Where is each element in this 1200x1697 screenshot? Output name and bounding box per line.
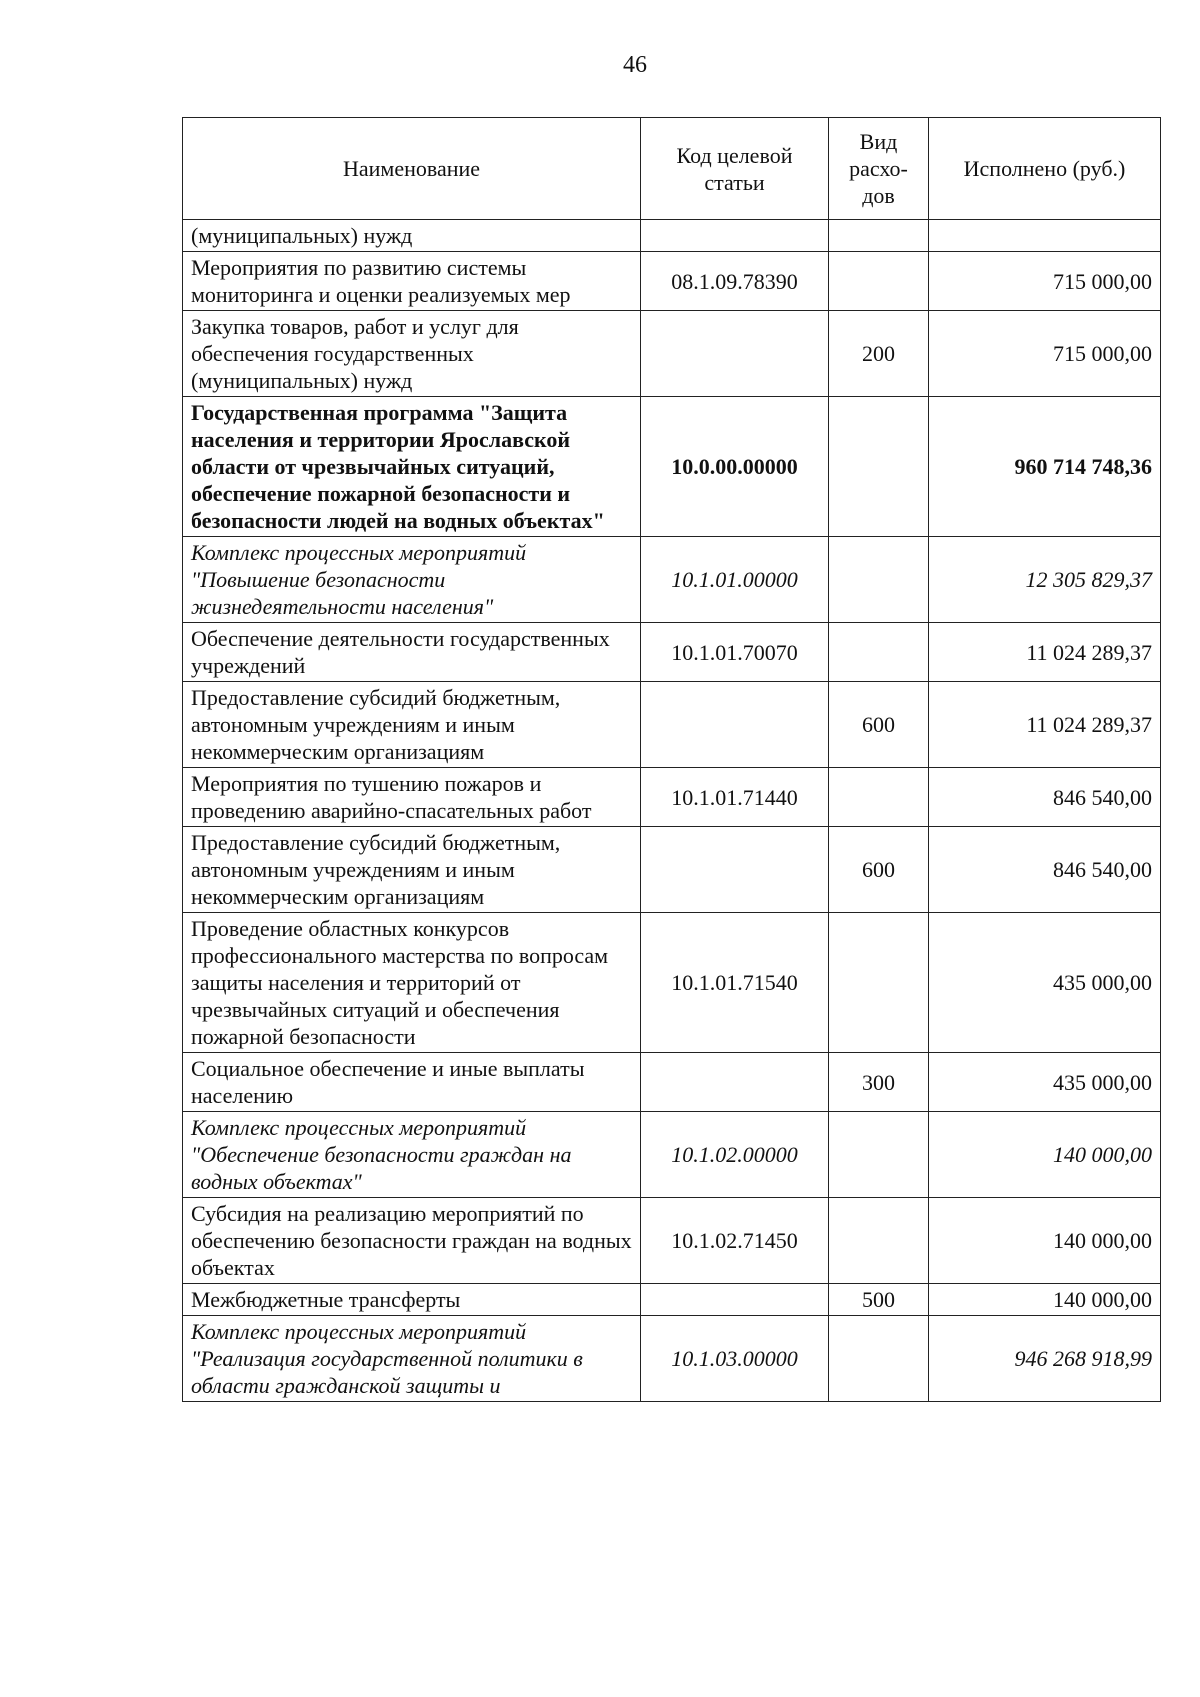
page-number: 46 (623, 52, 647, 78)
table-row (183, 1316, 1161, 1402)
cell-name: Комплекс процессных мероприятий "Обеспечение безопасности граждан на водных объектах" (183, 1112, 641, 1198)
cell-name: Мероприятия по развитию системы мониторинга и оценки реализуемых мер (183, 252, 641, 311)
cell-amount: 846 540,00 (929, 768, 1161, 827)
cell-amount: 140 000,00 (929, 1284, 1161, 1316)
cell-kind (829, 537, 929, 623)
cell-amount: 946 268 918,99 (929, 1316, 1161, 1402)
table-header-row (183, 118, 1161, 220)
table-row (183, 827, 1161, 913)
cell-name: Комплекс процессных мероприятий "Повышение безопасности жизнедеятельности населения" (183, 537, 641, 623)
cell-kind: 600 (829, 827, 929, 913)
cell-amount: 12 305 829,37 (929, 537, 1161, 623)
cell-amount: 846 540,00 (929, 827, 1161, 913)
cell-code (641, 311, 829, 397)
cell-kind (829, 1198, 929, 1284)
cell-code: 10.1.03.00000 (641, 1316, 829, 1402)
cell-code: 10.1.01.71540 (641, 913, 829, 1053)
cell-name: (муниципальных) нужд (183, 220, 641, 252)
table-row (183, 537, 1161, 623)
cell-amount: 140 000,00 (929, 1198, 1161, 1284)
cell-amount: 11 024 289,37 (929, 623, 1161, 682)
cell-name: Государственная программа "Защита населения и территории Ярославской области от чрезвычайных ситуаций, обеспечение пожарной безопасности и безопасности людей на водных объектах" (183, 397, 641, 537)
cell-code: 10.1.01.70070 (641, 623, 829, 682)
cell-kind (829, 252, 929, 311)
cell-amount: 11 024 289,37 (929, 682, 1161, 768)
table-row (183, 1053, 1161, 1112)
cell-kind (829, 768, 929, 827)
cell-name: Предоставление субсидий бюджетным, автономным учреждениям и иным некоммерческим организациям (183, 682, 641, 768)
cell-code (641, 220, 829, 252)
cell-kind: 600 (829, 682, 929, 768)
cell-code: 08.1.09.78390 (641, 252, 829, 311)
header-name: Наименование (183, 118, 641, 220)
cell-kind: 200 (829, 311, 929, 397)
cell-amount: 715 000,00 (929, 252, 1161, 311)
cell-name: Мероприятия по тушению пожаров и проведению аварийно-спасательных работ (183, 768, 641, 827)
table-row (183, 252, 1161, 311)
cell-amount: 435 000,00 (929, 1053, 1161, 1112)
table-row (183, 1198, 1161, 1284)
cell-name: Проведение областных конкурсов профессионального мастерства по вопросам защиты населения и территорий от чрезвычайных ситуаций и обеспечения пожарной безопасности (183, 913, 641, 1053)
cell-name: Межбюджетные трансферты (183, 1284, 641, 1316)
cell-name: Обеспечение деятельности государственных учреждений (183, 623, 641, 682)
cell-code: 10.1.02.00000 (641, 1112, 829, 1198)
table-row (183, 311, 1161, 397)
cell-amount: 960 714 748,36 (929, 397, 1161, 537)
header-code: Код целевой статьи (641, 118, 829, 220)
cell-kind (829, 1316, 929, 1402)
cell-code: 10.1.01.00000 (641, 537, 829, 623)
header-kind: Вид расхо-дов (829, 118, 929, 220)
cell-kind (829, 1112, 929, 1198)
table-row (183, 682, 1161, 768)
table-body (183, 220, 1161, 1402)
cell-code (641, 1284, 829, 1316)
cell-amount (929, 220, 1161, 252)
cell-kind (829, 397, 929, 537)
cell-kind (829, 220, 929, 252)
table-row (183, 1112, 1161, 1198)
cell-code: 10.1.02.71450 (641, 1198, 829, 1284)
cell-name: Комплекс процессных мероприятий "Реализация государственной политики в области гражданской защиты и (183, 1316, 641, 1402)
cell-code: 10.1.01.71440 (641, 768, 829, 827)
cell-name: Социальное обеспечение и иные выплаты населению (183, 1053, 641, 1112)
cell-amount: 435 000,00 (929, 913, 1161, 1053)
cell-amount: 715 000,00 (929, 311, 1161, 397)
table-row (183, 913, 1161, 1053)
table-row (183, 397, 1161, 537)
cell-code (641, 827, 829, 913)
cell-code: 10.0.00.00000 (641, 397, 829, 537)
table-row (183, 623, 1161, 682)
budget-execution-table (182, 117, 1161, 1402)
cell-name: Субсидия на реализацию мероприятий по обеспечению безопасности граждан на водных объектах (183, 1198, 641, 1284)
cell-kind: 300 (829, 1053, 929, 1112)
cell-code (641, 1053, 829, 1112)
table-row (183, 768, 1161, 827)
cell-name: Закупка товаров, работ и услуг для обеспечения государственных (муниципальных) нужд (183, 311, 641, 397)
table-row (183, 220, 1161, 252)
cell-kind (829, 623, 929, 682)
cell-kind (829, 913, 929, 1053)
cell-kind: 500 (829, 1284, 929, 1316)
cell-name: Предоставление субсидий бюджетным, автономным учреждениям и иным некоммерческим организациям (183, 827, 641, 913)
cell-code (641, 682, 829, 768)
cell-amount: 140 000,00 (929, 1112, 1161, 1198)
table-row (183, 1284, 1161, 1316)
header-amount: Исполнено (руб.) (929, 118, 1161, 220)
